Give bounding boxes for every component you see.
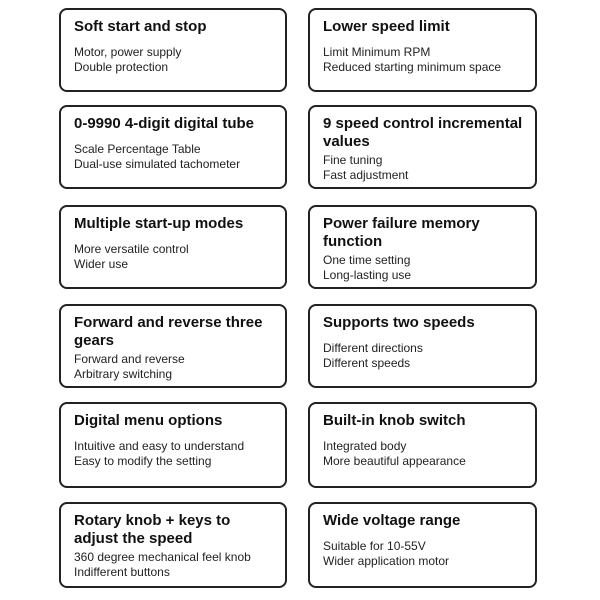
feature-title: Wide voltage range [323, 512, 461, 529]
feature-title: Multiple start-up modes [74, 215, 244, 232]
feature-line: Long-lasting use [323, 268, 412, 282]
feature-title: Built-in knob switch [323, 412, 466, 429]
feature-title: 9 speed control incremental values [323, 115, 523, 150]
feature-card-forward-reverse [59, 304, 287, 388]
feature-line: More beautiful appearance [323, 454, 466, 468]
feature-title: Digital menu options [74, 412, 223, 429]
feature-card-two-speeds [308, 304, 537, 388]
feature-line: 360 degree mechanical feel knob [74, 550, 251, 564]
feature-card-power-memory [308, 205, 537, 289]
feature-card-rotary-knob [59, 502, 287, 588]
feature-line: Reduced starting minimum space [323, 60, 502, 74]
feature-title: Lower speed limit [323, 18, 450, 35]
feature-line: Double protection [74, 60, 169, 74]
feature-title: Forward and reverse three gears [74, 314, 263, 349]
feature-line: Integrated body [323, 439, 407, 453]
feature-card-startup-modes [59, 205, 287, 289]
feature-line: Indifferent buttons [74, 565, 170, 579]
feature-line: Wider application motor [323, 554, 450, 568]
feature-line: Arbitrary switching [74, 367, 173, 381]
feature-title: 0-9990 4-digit digital tube [74, 115, 255, 132]
feature-card-wide-voltage [308, 502, 537, 588]
feature-line: Intuitive and easy to understand [74, 439, 245, 453]
feature-line: Fine tuning [323, 153, 383, 167]
feature-line: One time setting [323, 253, 411, 267]
feature-line: Fast adjustment [323, 168, 409, 182]
feature-title: Rotary knob + keys to adjust the speed [74, 512, 231, 547]
feature-line: Easy to modify the setting [74, 454, 212, 468]
feature-card-speed-increment [308, 105, 537, 189]
feature-line: Scale Percentage Table [74, 142, 201, 156]
feature-line: More versatile control [74, 242, 189, 256]
feature-card-lower-speed-limit [308, 8, 537, 92]
feature-card-soft-start [59, 8, 287, 92]
feature-line: Different directions [323, 341, 423, 355]
feature-line: Suitable for 10-55V [323, 539, 426, 553]
feature-card-knob-switch [308, 402, 537, 488]
feature-line: Limit Minimum RPM [323, 45, 431, 59]
feature-title: Soft start and stop [74, 18, 207, 35]
feature-title: Supports two speeds [323, 314, 475, 331]
feature-line: Forward and reverse [74, 352, 185, 366]
feature-title: Power failure memory function [323, 215, 480, 250]
feature-line: Dual-use simulated tachometer [74, 157, 241, 171]
feature-card-digital-tube [59, 105, 287, 189]
feature-line: Different speeds [323, 356, 411, 370]
feature-line: Wider use [74, 257, 129, 271]
feature-line: Motor, power supply [74, 45, 182, 59]
feature-card-digital-menu [59, 402, 287, 488]
